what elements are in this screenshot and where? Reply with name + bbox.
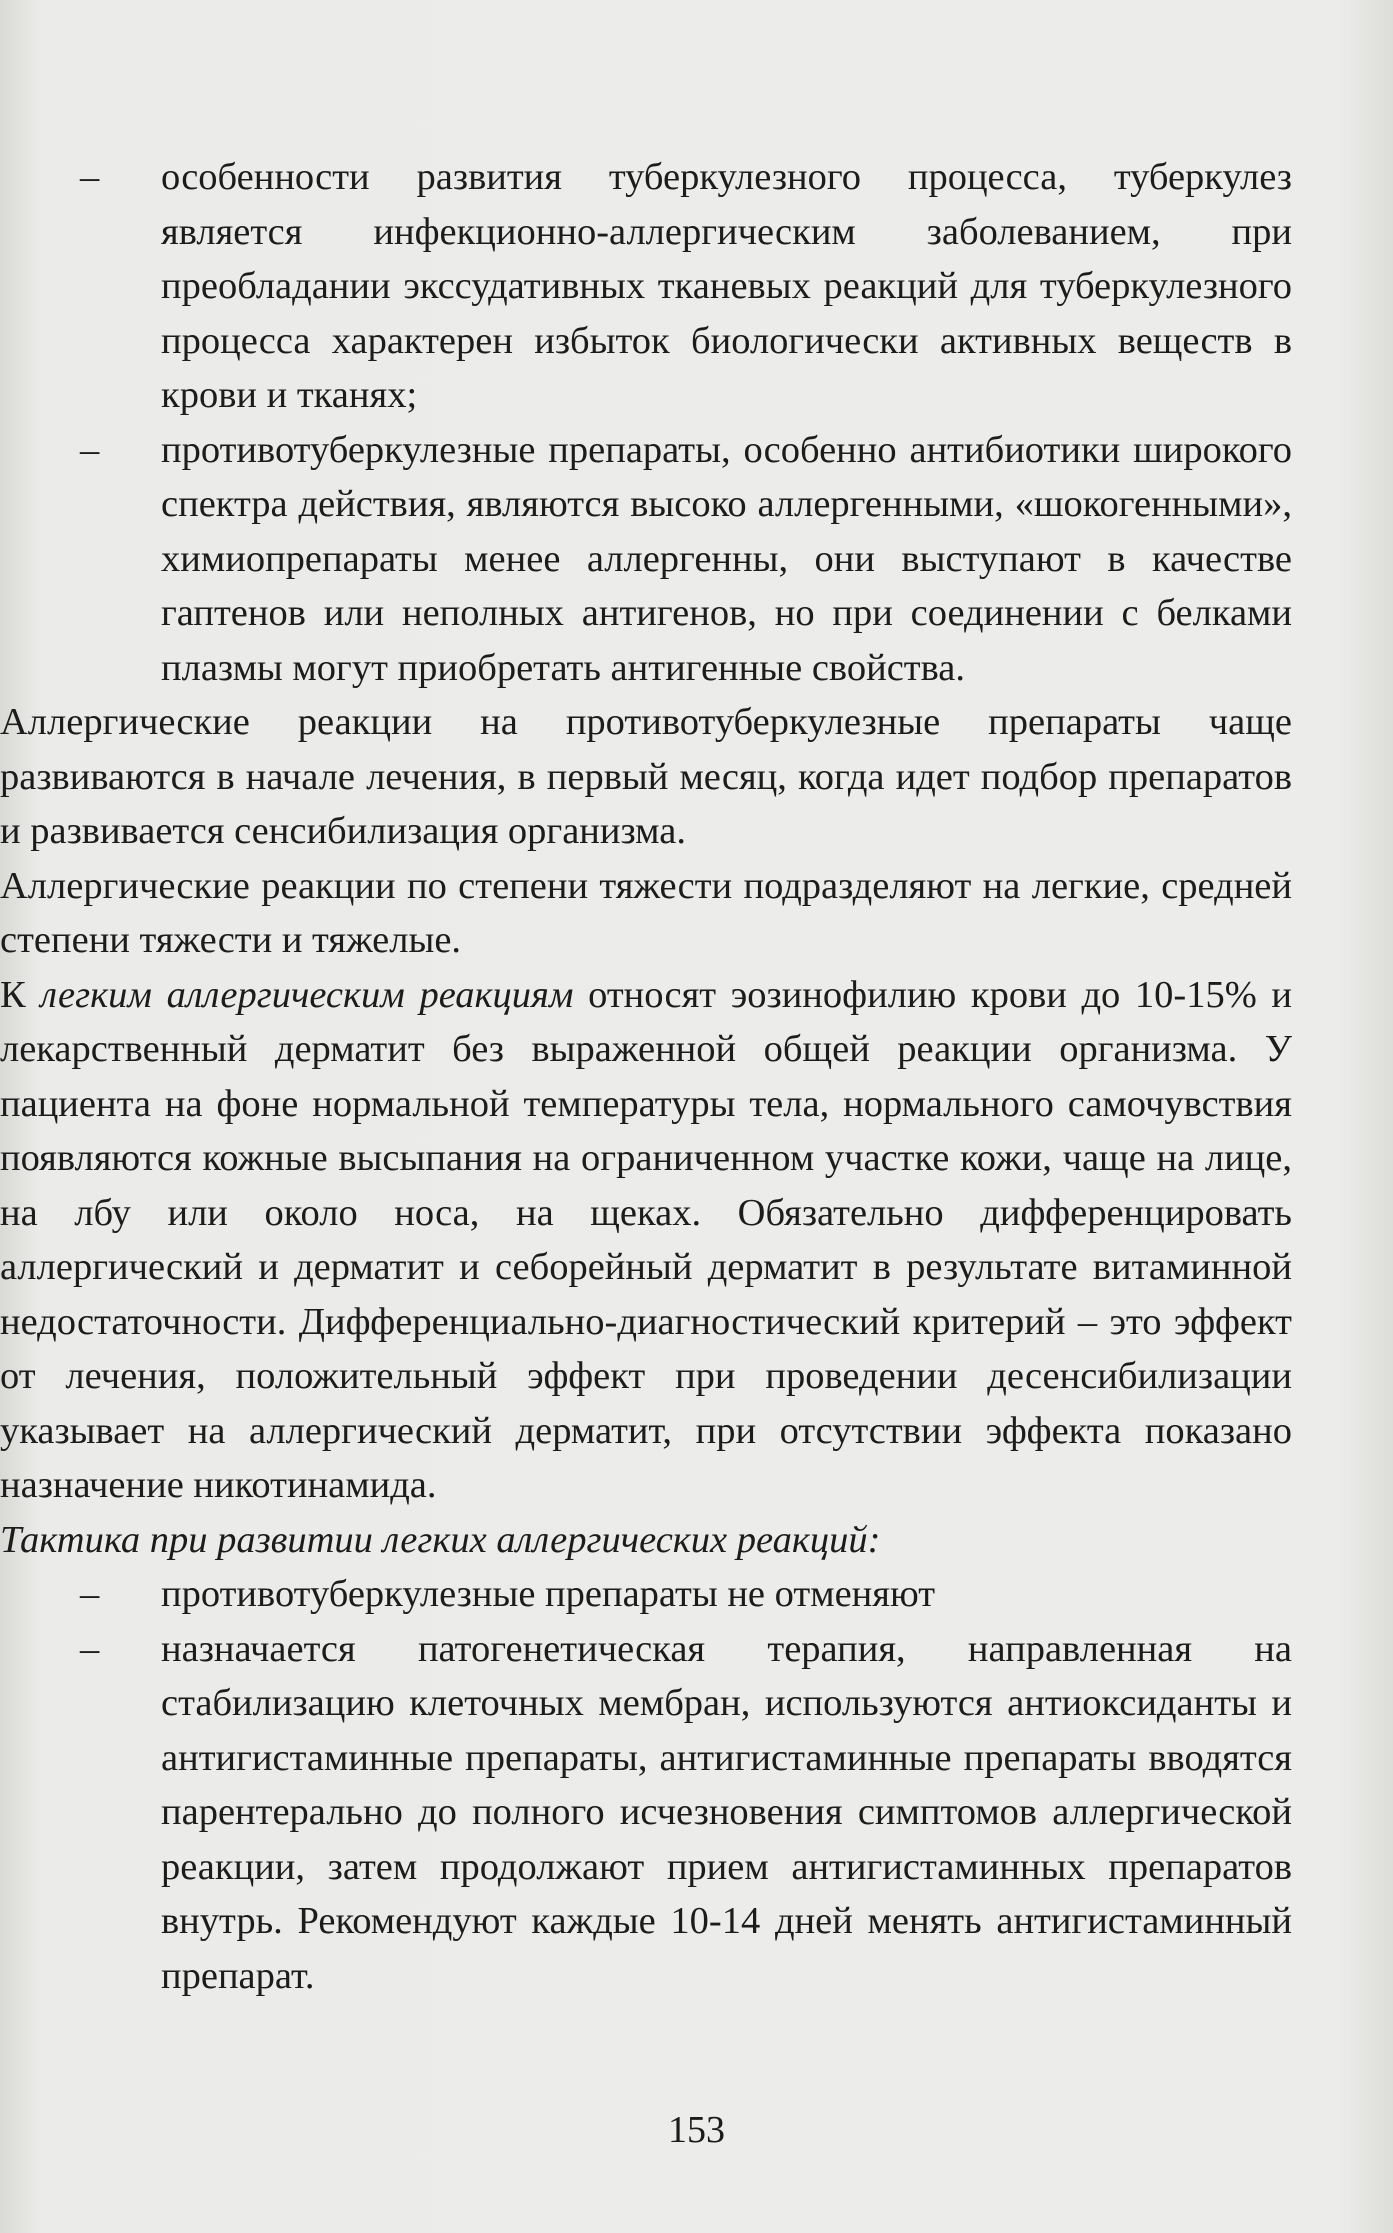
page-body xyxy=(0,150,1293,2003)
bullet-text: особенности развития туберкулезного процесса, туберкулез является инфекционно-аллергическим заболеванием, при преобладании экссудативных тканевых реакций для туберкулезного процесса характерен избыток биологически активных веществ в крови и тканях; xyxy=(161,156,1292,416)
bullet-dash: – xyxy=(80,1627,100,1670)
bullet-text: назначается патогенетическая терапия, направленная на стабилизацию клеточных мембран, используются антиоксиданты и антигистаминные препараты, антигистаминные препараты вводятся парентерально до полного исчезновения симптомов аллергической реакции, затем продолжают прием антигистаминных препаратов внутрь. Рекомендуют каждые 10-14 дней менять антигистаминный препарат. xyxy=(161,1627,1292,1997)
bullet-item-therapy xyxy=(80,1622,1292,2004)
bullet-text: противотуберкулезные препараты, особенно антибиотики широкого спектра действия, являются высоко аллергенными, «шокогенными», химиопрепараты менее аллергенны, они выступают в качестве гаптенов или неполных антигенов, но при соединении с белками плазмы могут приобретать антигенные свойства. xyxy=(161,428,1292,689)
paragraph-block-2 xyxy=(0,859,1292,968)
paragraph-lead: К xyxy=(0,973,41,1016)
term-mild-allergic-reactions: легким аллергическим реакциям xyxy=(40,973,574,1016)
bullet-dash: – xyxy=(80,156,100,198)
paragraph-severity: Аллергические реакции по степени тяжести подразделяют на легкие, средней степени тяжести и тяжелые. xyxy=(0,864,1292,961)
paragraph-block-3 xyxy=(0,968,1292,1513)
bullet-dash: – xyxy=(80,428,100,471)
page-number: 153 xyxy=(668,2109,725,2151)
bullet-item-not-cancel xyxy=(80,1567,1292,1622)
paragraph-rest: относят эозинофилию крови до 10-15% и лекарственный дерматит без выраженной общей реакции организма. У пациента на фоне нормальной температуры тела, нормального самочувствия появляются кожные высыпания на ограниченном участке кожи, чаще на лице, на лбу или около носа, на щеках. Обязательно дифференцировать аллергический и дерматит и себорейный дерматит в результате витаминной недостаточности. Дифференциально-диагностический критерий – это эффект от лечения, положительный эффект при проведении десенсибилизации указывает на аллергический дерматит, при отсутствии эффекта показано назначение никотинамида. xyxy=(0,973,1293,1506)
paragraph-block-1 xyxy=(0,695,1292,859)
tactics-heading-text: Тактика при развитии легких аллергических реакций: xyxy=(0,1518,881,1561)
bullet-item-drugs-allergenic xyxy=(80,423,1292,696)
paragraph-onset: Аллергические реакции на противотуберкулезные препараты чаще развиваются в начале лечения, в первый месяц, когда идет подбор препаратов и развивается сенсибилизация организма. xyxy=(0,701,1292,852)
paragraph-block-4 xyxy=(0,1513,1292,1568)
paragraph-mild-reactions xyxy=(0,968,1292,1513)
bullet-item-tb-process xyxy=(80,150,1292,423)
bullet-text: противотуберкулезные препараты не отменяют xyxy=(161,1573,936,1615)
tactics-heading xyxy=(0,1513,1292,1568)
bullet-dash: – xyxy=(80,1573,100,1615)
